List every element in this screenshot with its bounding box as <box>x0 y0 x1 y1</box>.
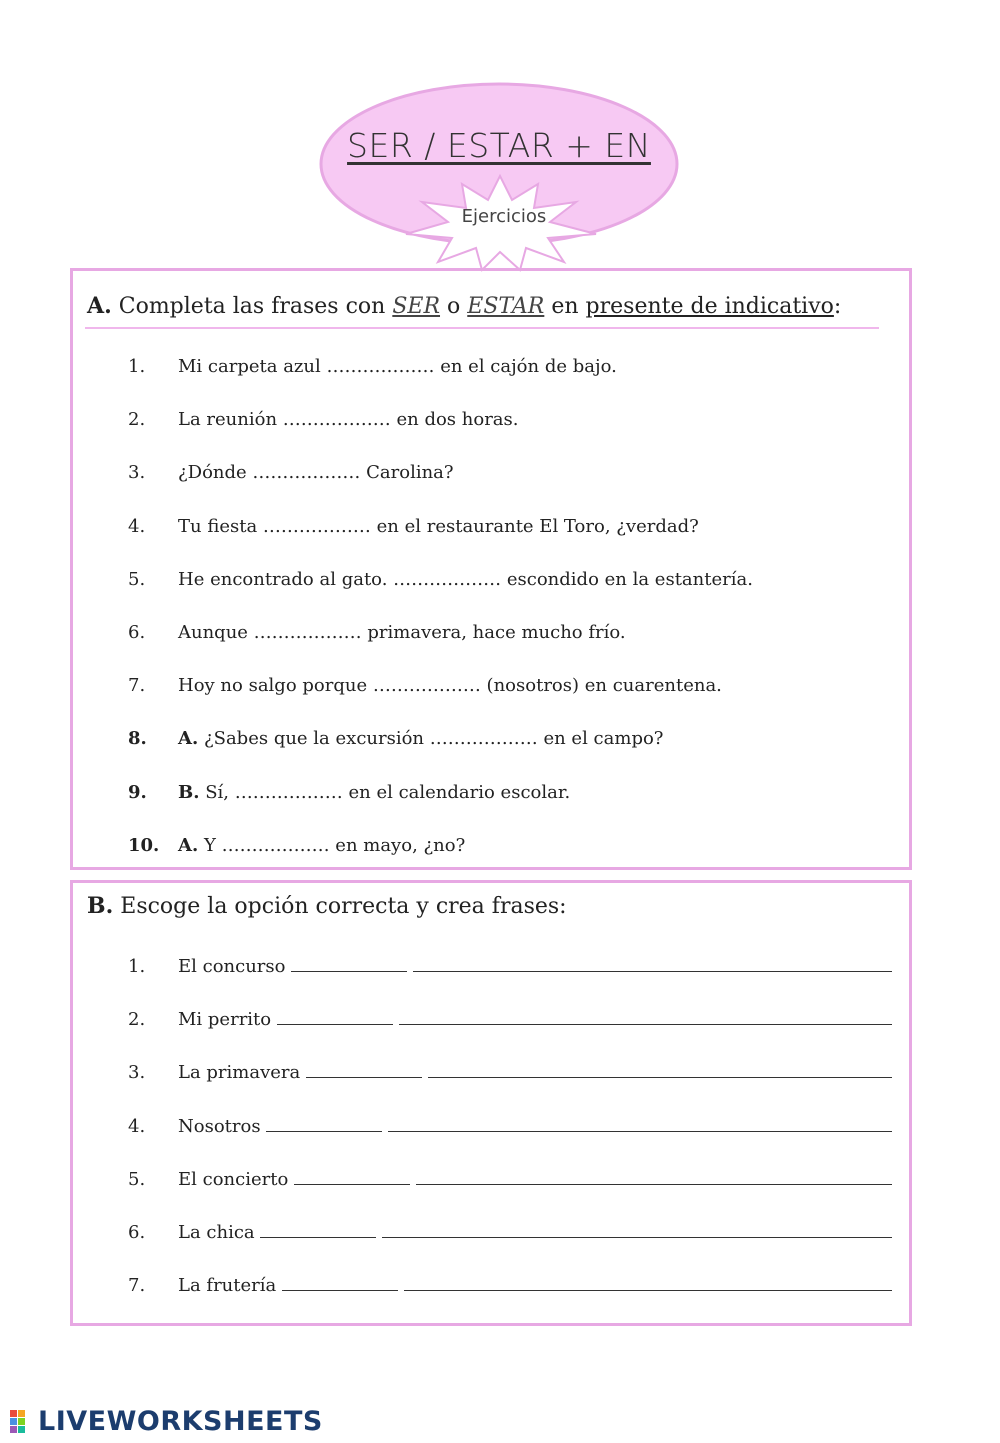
item-sentence[interactable]: He encontrado al gato. ……………… escondido en la estantería. <box>178 568 753 590</box>
verb-answer-line[interactable] <box>291 957 407 972</box>
sentence-answer-line[interactable] <box>382 1223 892 1238</box>
item-number: 1. <box>128 956 146 977</box>
item-number: 10. <box>128 834 160 856</box>
item-sentence[interactable]: Hoy no salgo porque ……………… (nosotros) en cuarentena. <box>178 675 722 697</box>
item-prompt: Mi perrito <box>178 1009 892 1030</box>
item-sentence[interactable]: Mi carpeta azul ……………… en el cajón de bajo. <box>178 356 617 377</box>
item-number: 2. <box>128 1009 146 1031</box>
item-number: 7. <box>128 675 146 697</box>
verb-answer-line[interactable] <box>260 1223 376 1238</box>
liveworksheets-brand: LIVEWORKSHEETS <box>38 1406 323 1437</box>
liveworksheets-logo-icon <box>8 1408 38 1438</box>
section-a-box <box>70 268 912 870</box>
item-prompt: La primavera <box>178 1062 892 1083</box>
item-prompt: La frutería <box>178 1275 892 1296</box>
sentence-answer-line[interactable] <box>399 1010 892 1025</box>
item-prompt: El concierto <box>178 1169 892 1190</box>
worksheet-subtitle: Ejercicios <box>461 206 547 227</box>
sentence-answer-line[interactable] <box>428 1063 892 1078</box>
speaker-label: A. <box>178 834 199 856</box>
item-number: 6. <box>128 1222 146 1243</box>
item-number: 4. <box>128 1115 146 1137</box>
item-number: 9. <box>128 781 147 803</box>
item-sentence[interactable]: Tu fiesta ……………… en el restaurante El Toro, ¿verdad? <box>178 515 699 537</box>
item-sentence[interactable]: A. Y ……………… en mayo, ¿no? <box>178 834 466 856</box>
sentence-answer-line[interactable] <box>404 1276 892 1291</box>
verb-answer-line[interactable] <box>294 1170 410 1185</box>
verb-answer-line[interactable] <box>266 1117 382 1132</box>
item-sentence[interactable]: B. Sí, ……………… en el calendario escolar. <box>178 781 571 803</box>
item-sentence[interactable]: Aunque ……………… primavera, hace mucho frío. <box>178 622 626 643</box>
item-sentence[interactable]: A. ¿Sabes que la excursión ……………… en el campo? <box>178 728 664 750</box>
item-number: 3. <box>128 462 146 484</box>
item-sentence[interactable]: ¿Dónde ……………… Carolina? <box>178 462 454 484</box>
item-prompt: La chica <box>178 1222 892 1243</box>
speaker-label: A. <box>178 728 199 750</box>
section-a-heading: A. Completa las frases con SER o ESTAR en presente de indicativo: <box>87 293 842 319</box>
speaker-label: B. <box>178 781 200 803</box>
sentence-answer-line[interactable] <box>413 957 892 972</box>
sentence-answer-line[interactable] <box>388 1117 892 1132</box>
item-number: 7. <box>128 1275 146 1297</box>
section-b-box <box>70 880 912 1326</box>
item-prompt: Nosotros <box>178 1116 892 1137</box>
section-b-heading: B. Escoge la opción correcta y crea frases: <box>87 893 567 919</box>
verb-answer-line[interactable] <box>306 1063 422 1078</box>
verb-answer-line[interactable] <box>277 1010 393 1025</box>
item-number: 4. <box>128 515 146 537</box>
item-number: 2. <box>128 409 146 431</box>
item-number: 5. <box>128 568 146 590</box>
item-number: 6. <box>128 622 146 643</box>
item-sentence[interactable]: La reunión ……………… en dos horas. <box>178 409 519 431</box>
item-prompt: El concurso <box>178 956 892 977</box>
item-number: 1. <box>128 356 146 377</box>
heading-divider <box>85 327 879 329</box>
item-number: 5. <box>128 1168 146 1190</box>
item-number: 3. <box>128 1062 146 1084</box>
item-number: 8. <box>128 728 147 750</box>
verb-answer-line[interactable] <box>282 1276 398 1291</box>
worksheet-title: SER / ESTAR + EN <box>347 126 651 165</box>
sentence-answer-line[interactable] <box>416 1170 892 1185</box>
